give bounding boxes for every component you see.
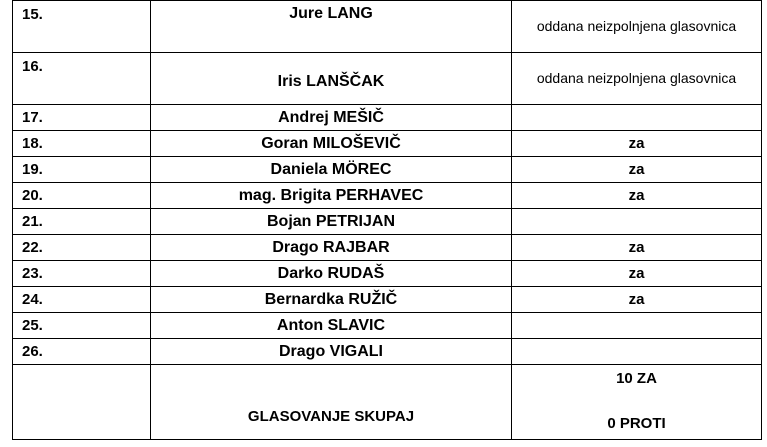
vote-cell: za [512, 131, 762, 157]
table-row [13, 313, 762, 339]
member-name: Goran MILOŠEVIČ [151, 131, 512, 157]
table-row [13, 261, 762, 287]
total-row [13, 365, 762, 440]
row-number: 16. [13, 53, 151, 105]
member-name: Jure LANG [151, 1, 512, 53]
table-row [13, 131, 762, 157]
row-number: 24. [13, 287, 151, 313]
table-row [13, 1, 762, 53]
total-label: GLASOVANJE SKUPAJ [151, 365, 512, 440]
member-name: Drago VIGALI [151, 339, 512, 365]
vote-cell [512, 313, 762, 339]
table-row [13, 157, 762, 183]
table-row [13, 209, 762, 235]
member-name: Drago RAJBAR [151, 235, 512, 261]
vote-cell: za [512, 235, 762, 261]
voting-table [12, 0, 762, 440]
member-name: Bojan PETRIJAN [151, 209, 512, 235]
table-row [13, 287, 762, 313]
member-name: Iris LANŠČAK [151, 53, 512, 105]
vote-cell: za [512, 157, 762, 183]
total-values [512, 365, 762, 440]
vote-cell [512, 209, 762, 235]
row-number: 15. [13, 1, 151, 53]
member-name: mag. Brigita PERHAVEC [151, 183, 512, 209]
row-number: 19. [13, 157, 151, 183]
member-name: Daniela MÖREC [151, 157, 512, 183]
table-row [13, 339, 762, 365]
member-name: Anton SLAVIC [151, 313, 512, 339]
vote-cell: za [512, 261, 762, 287]
total-za: 10 ZA [616, 370, 657, 387]
row-number: 23. [13, 261, 151, 287]
row-number: 20. [13, 183, 151, 209]
vote-cell: za [512, 287, 762, 313]
vote-cell: za [512, 183, 762, 209]
vote-cell [512, 105, 762, 131]
empty-cell [13, 365, 151, 440]
row-number: 21. [13, 209, 151, 235]
total-proti: 0 PROTI [607, 415, 666, 432]
member-name: Bernardka RUŽIČ [151, 287, 512, 313]
table-row [13, 183, 762, 209]
vote-cell [512, 339, 762, 365]
row-number: 25. [13, 313, 151, 339]
member-name: Andrej MEŠIČ [151, 105, 512, 131]
table-row [13, 235, 762, 261]
vote-cell: oddana neizpolnjena glasovnica [512, 53, 762, 105]
table-row [13, 105, 762, 131]
vote-cell: oddana neizpolnjena glasovnica [512, 1, 762, 53]
row-number: 26. [13, 339, 151, 365]
row-number: 17. [13, 105, 151, 131]
member-name: Darko RUDAŠ [151, 261, 512, 287]
row-number: 22. [13, 235, 151, 261]
row-number: 18. [13, 131, 151, 157]
table-row [13, 53, 762, 105]
